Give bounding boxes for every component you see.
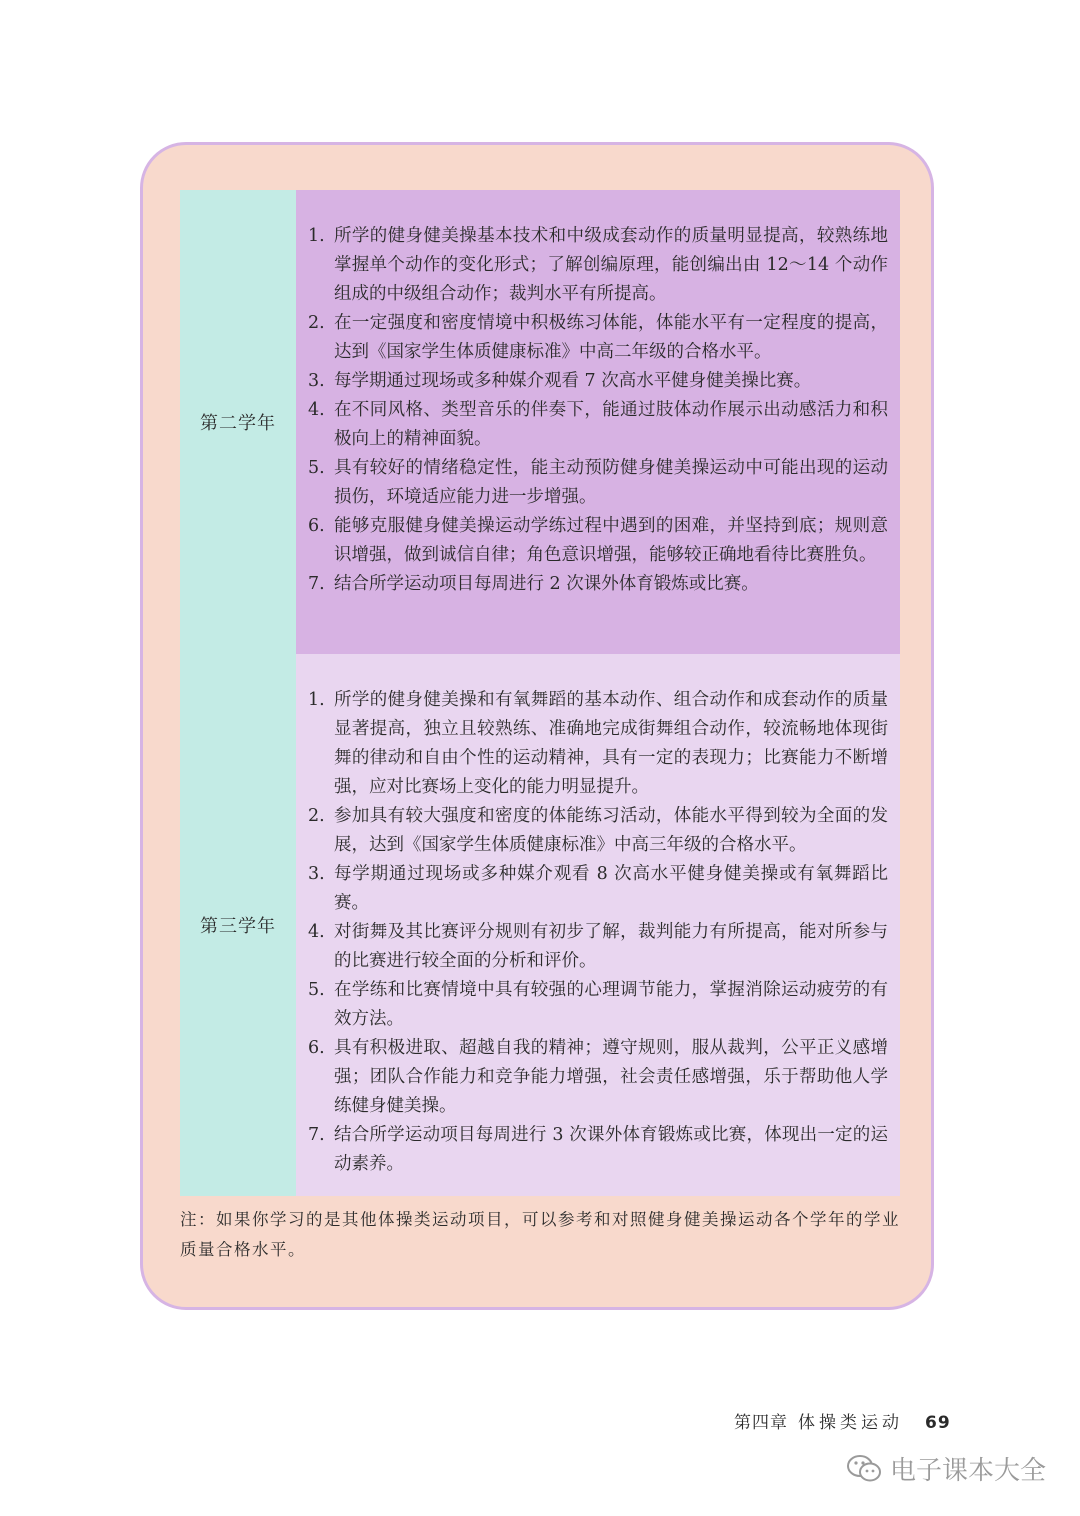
- item-number: 7.: [308, 574, 325, 594]
- item-number: 4.: [308, 922, 325, 942]
- requirements-list: [296, 654, 900, 1196]
- list-item: [308, 309, 888, 367]
- item-text: 能够克服健身健美操运动学练过程中遇到的困难，并坚持到底；规则意识增强，做到诚信自律；角色意识增强，能够较正确地看待比赛胜负。: [334, 516, 888, 565]
- year-label: 第三学年: [180, 654, 296, 1196]
- item-number: 5.: [308, 458, 325, 478]
- item-number: 1.: [308, 226, 325, 246]
- year-label: 第二学年: [180, 190, 296, 654]
- chapter-title: 体操类运动: [798, 1413, 903, 1433]
- item-number: 4.: [308, 400, 325, 420]
- item-text: 每学期通过现场或多种媒介观看 7 次高水平健身健美操比赛。: [334, 371, 812, 391]
- wechat-icon: [846, 1453, 882, 1485]
- item-number: 6.: [308, 1038, 325, 1058]
- list-item: [308, 512, 888, 570]
- item-text: 对街舞及其比赛评分规则有初步了解，裁判能力有所提高，能对所参与的比赛进行较全面的分析和评价。: [334, 922, 888, 971]
- footnote: 注：如果你学习的是其他体操类运动项目，可以参考和对照健身健美操运动各个学年的学业质量合格水平。: [180, 1210, 900, 1259]
- item-text: 具有较好的情绪稳定性，能主动预防健身健美操运动中可能出现的运动损伤，环境适应能力进一步增强。: [334, 458, 888, 507]
- list-item: [308, 570, 888, 599]
- chapter-number: 第四章: [734, 1413, 788, 1433]
- item-number: 1.: [308, 690, 325, 710]
- item-number: 5.: [308, 980, 325, 1000]
- item-text: 所学的健身健美操和有氧舞蹈的基本动作、组合动作和成套动作的质量显著提高，独立且较熟练、准确地完成街舞组合动作，较流畅地体现街舞的律动和自由个性的运动精神，具有一定的表现力；比赛能力不断增强，应对比赛场上变化的能力明显提升。: [334, 690, 888, 797]
- requirements-list: [296, 190, 900, 654]
- item-number: 7.: [308, 1125, 325, 1145]
- page-footer: [734, 1408, 951, 1433]
- watermark: [846, 1450, 1046, 1487]
- list-item: [308, 686, 888, 802]
- list-item: [308, 860, 888, 918]
- item-number: 3.: [308, 371, 325, 391]
- watermark-text: 电子课本大全: [890, 1456, 1047, 1486]
- list-item: [308, 1034, 888, 1121]
- list-item: [308, 918, 888, 976]
- table-row: [180, 190, 900, 654]
- list-item: [308, 802, 888, 860]
- item-text: 参加具有较大强度和密度的体能练习活动，体能水平得到较为全面的发展，达到《国家学生体质健康标准》中高三年级的合格水平。: [334, 806, 888, 855]
- item-number: 2.: [308, 806, 325, 826]
- item-text: 在学练和比赛情境中具有较强的心理调节能力，掌握消除运动疲劳的有效方法。: [334, 980, 888, 1029]
- item-text: 所学的健身健美操基本技术和中级成套动作的质量明显提高，较熟练地掌握单个动作的变化形式；了解创编原理，能创编出由 12～14 个动作组成的中级组合动作；裁判水平有所提高。: [334, 226, 888, 304]
- item-number: 2.: [308, 313, 325, 333]
- page-number: 69: [925, 1413, 951, 1433]
- quality-table: [180, 190, 900, 1196]
- list-item: [308, 396, 888, 454]
- item-text: 具有积极进取、超越自我的精神；遵守规则，服从裁判，公平正义感增强；团队合作能力和竞争能力增强，社会责任感增强，乐于帮助他人学练健身健美操。: [334, 1038, 888, 1116]
- item-number: 6.: [308, 516, 325, 536]
- list-item: [308, 454, 888, 512]
- list-item: [308, 367, 888, 396]
- list-item: [308, 1121, 888, 1179]
- item-text: 结合所学运动项目每周进行 2 次课外体育锻炼或比赛。: [334, 574, 759, 594]
- item-text: 在不同风格、类型音乐的伴奏下，能通过肢体动作展示出动感活力和积极向上的精神面貌。: [334, 400, 888, 449]
- item-text: 结合所学运动项目每周进行 3 次课外体育锻炼或比赛，体现出一定的运动素养。: [334, 1125, 888, 1174]
- list-item: [308, 222, 888, 309]
- item-text: 在一定强度和密度情境中积极练习体能，体能水平有一定程度的提高，达到《国家学生体质健康标准》中高二年级的合格水平。: [334, 313, 888, 362]
- item-text: 每学期通过现场或多种媒介观看 8 次高水平健身健美操或有氧舞蹈比赛。: [334, 864, 888, 913]
- list-item: [308, 976, 888, 1034]
- table-row: [180, 654, 900, 1196]
- item-number: 3.: [308, 864, 325, 884]
